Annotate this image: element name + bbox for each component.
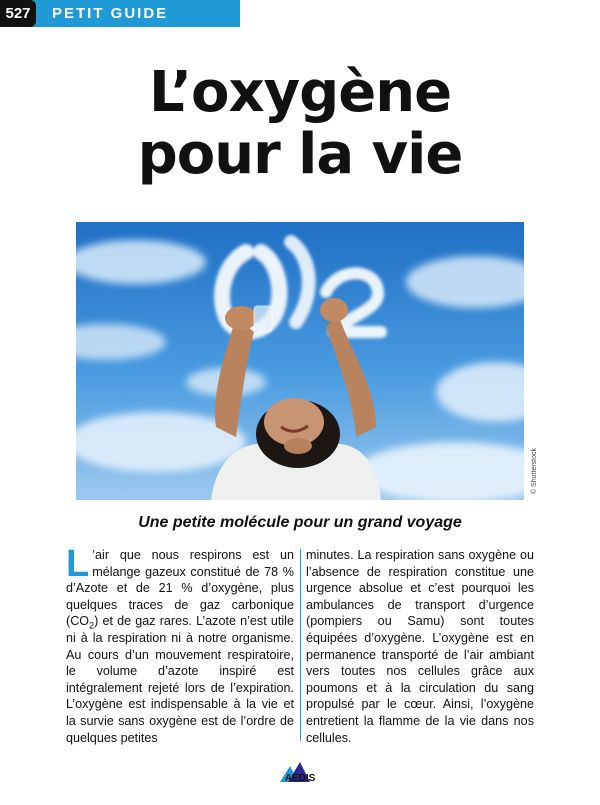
body-column-1: [66, 543, 294, 746]
sky-illustration: [76, 222, 524, 500]
logo-text: AEDIS: [284, 773, 316, 784]
publisher-logo: [276, 760, 324, 786]
article-body: [66, 543, 534, 746]
body-column-2: minutes. La respiration sans oxygène ou l’absence de respiration constitue une urgence absolue et c’est pourquoi les ambulances de transport d’urgence (pompiers ou Samu) sont toutes équipées d’oxygène. L’oxygène est en permanence transporté de l’air ambiant vers toutes nos cellules grâce aux poumons et à la circulation du sang propulsé par le cœur. Ainsi, l’oxygène entretient la flamme de la vie dans nos cellules.: [306, 548, 534, 745]
photo-credit: © Shutterstock: [531, 447, 538, 494]
title-line-2: pour la vie: [137, 122, 463, 187]
body-text-1b: ) et de gaz rares. L’azote n’est utile ni à la respiration ni à notre organisme. Au cours d’un mouvement respiratoire, le volume d’azote inspiré est intégralement rejeté lors de l’expiration. L’oxygène est indispensable à la vie et la survie sans oxygène est de l’ordre de quelques petites: [66, 614, 294, 745]
subscript: 2: [89, 620, 95, 631]
body-text-1a: ’air que nous respirons est un mélange gazeux constitué de 78 % d’Azote et de 21 % d’oxygène, plus quelques traces de gaz carbonique (CO: [66, 548, 294, 629]
title-line-1: L’oxygène: [148, 60, 452, 125]
series-number: 527: [0, 0, 36, 27]
column-divider: [300, 549, 301, 741]
series-badge: [0, 0, 240, 27]
series-name: PETIT GUIDE: [30, 0, 240, 27]
dropcap: L: [66, 543, 90, 585]
article-subtitle: Une petite molécule pour un grand voyage: [138, 514, 462, 531]
cover-photo: [76, 222, 524, 500]
aedis-logo-icon: [276, 760, 324, 786]
page-title: [0, 62, 600, 186]
